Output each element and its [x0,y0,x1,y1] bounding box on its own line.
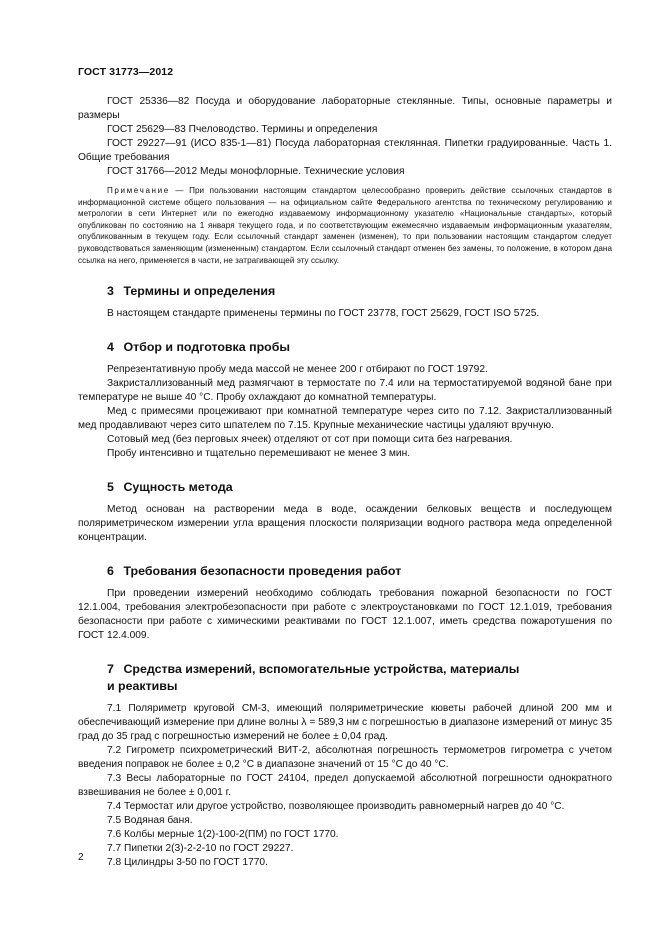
section-7-item: 7.1 Поляриметр круговой СМ-3, имеющий поляриметрические кюветы рабочей длиной 200 мм и обеспечивающий измерение при длине волны λ = 589,3 нм с погрешностью в диапазоне измерений от минус 35 град до 35 град с погрешностью измерений не более ± 0,04 град. [78,703,612,743]
section-4-heading: 4 Отбор и подготовка пробы [107,340,290,355]
section-7-item: 7.7 Пипетки 2(3)-2-2-10 по ГОСТ 29227. [107,843,294,855]
section-4-paragraph: Сотовый мед (без перговых ячеек) отделяют от сот при помощи сита без нагревания. [107,434,513,446]
section-5-heading: 5 Сущность метода [107,480,233,495]
section-7-item: 7.4 Термостат или другое устройство, позволяющее производить равномерный нагрев до 40 °С. [107,801,565,813]
references-note [78,185,612,266]
section-4-paragraph: Пробу интенсивно и тщательно перемешивают не менее 3 мин. [107,448,411,460]
section-5-paragraph: Метод основан на растворении меда в воде, осаждении белковых веществ и последующем поляриметрическом измерении угла вращения плоскости поляризации водного раствора меда определенной концентрации. [78,504,612,544]
reference-item: ГОСТ 25629—83 Пчеловодство. Термины и определения [107,124,378,135]
section-7-item: 7.8 Цилиндры 3-50 по ГОСТ 1770. [107,857,268,869]
page-body [78,95,612,870]
section-7-item: 7.5 Водяная баня. [107,815,193,827]
note-text: — При пользовании настоящим стандартом целесообразно проверить действие ссылочных стандартов в информационной системе общего пользования — на официальном сайте Федерального агентства по техническому регулированию и метрологии в сети Интернет или по ежегодно издаваемому информационному указателю «Национальные стандарты», который опубликован по состоянию на 1 января текущего года, и по соответствующим ежемесячно издаваемым информационным указателям, опубликованным в текущем году. Если ссылочный стандарт заменен (изменен), то при пользовании настоящим стандартом следует руководствоваться заменяющим (измененным) стандартом. Если ссылочный стандарт отменен без замены, то положение, в котором дана ссылка на него, применяется в части, не затрагивающей эту ссылку. [78,186,612,265]
section-7-heading: 7 Средства измерений, вспомогательные устройства, материалы и реактивы [107,662,520,694]
section-4-paragraph: Репрезентативную пробу меда массой не менее 200 г отбирают по ГОСТ 19792. [107,364,488,376]
page-number: 2 [78,852,84,863]
running-header: ГОСТ 31773—2012 [78,66,174,78]
section-4-paragraph: Закристаллизованный мед размягчают в термостате по 7.4 или на термостатируемой водяной бане при температуре не выше 40 °С. Пробу охлаждают до комнатной температуры. [78,378,612,404]
section-4-paragraph: Мед с примесями процеживают при комнатной температуре через сито по 7.12. Закристаллизованный мед продавливают через сито шпателем по 7.15. Крупные механические частицы удаляют вручную. [78,406,612,432]
section-7-item: 7.2 Гигрометр психрометрический ВИТ-2, абсолютная погрешность термометров гигрометра с учетом введения поправок не более ± 0,2 °С в диапазоне значений от 15 °С до 40 °С. [78,745,612,771]
reference-item: ГОСТ 31766—2012 Меды монофлорные. Технические условия [107,166,405,177]
section-7-item: 7.3 Весы лабораторные по ГОСТ 24104, предел допускаемой абсолютной погрешности однократного взвешивания не более ± 0,001 г. [78,773,612,799]
section-6-heading: 6 Требования безопасности проведения работ [107,564,402,579]
note-label: Примечание [107,186,170,195]
normative-references-list [78,95,612,179]
reference-item: ГОСТ 25336—82 Посуда и оборудование лабораторные стеклянные. Типы, основные параметры и размеры [78,96,612,121]
section-7-item: 7.6 Колбы мерные 1(2)-100-2(ПМ) по ГОСТ 1770. [107,829,339,841]
section-3-heading: 3 Термины и определения [107,284,276,299]
reference-item: ГОСТ 29227—91 (ИСО 835-1—81) Посуда лабораторная стеклянная. Пипетки градуированные. Часть 1. Общие требования [78,138,612,163]
section-6-paragraph: При проведении измерений необходимо соблюдать требования пожарной безопасности по ГОСТ 12.1.004, требования электробезопасности при работе с электроустановками по ГОСТ 12.1.019, требования безопасности при работе с химическими реактивами по ГОСТ 12.1.007, иметь средства пожаротушения по ГОСТ 12.4.009. [78,588,612,642]
section-3-paragraph: В настоящем стандарте применены термины по ГОСТ 23778, ГОСТ 25629, ГОСТ ISO 5725. [107,308,540,320]
